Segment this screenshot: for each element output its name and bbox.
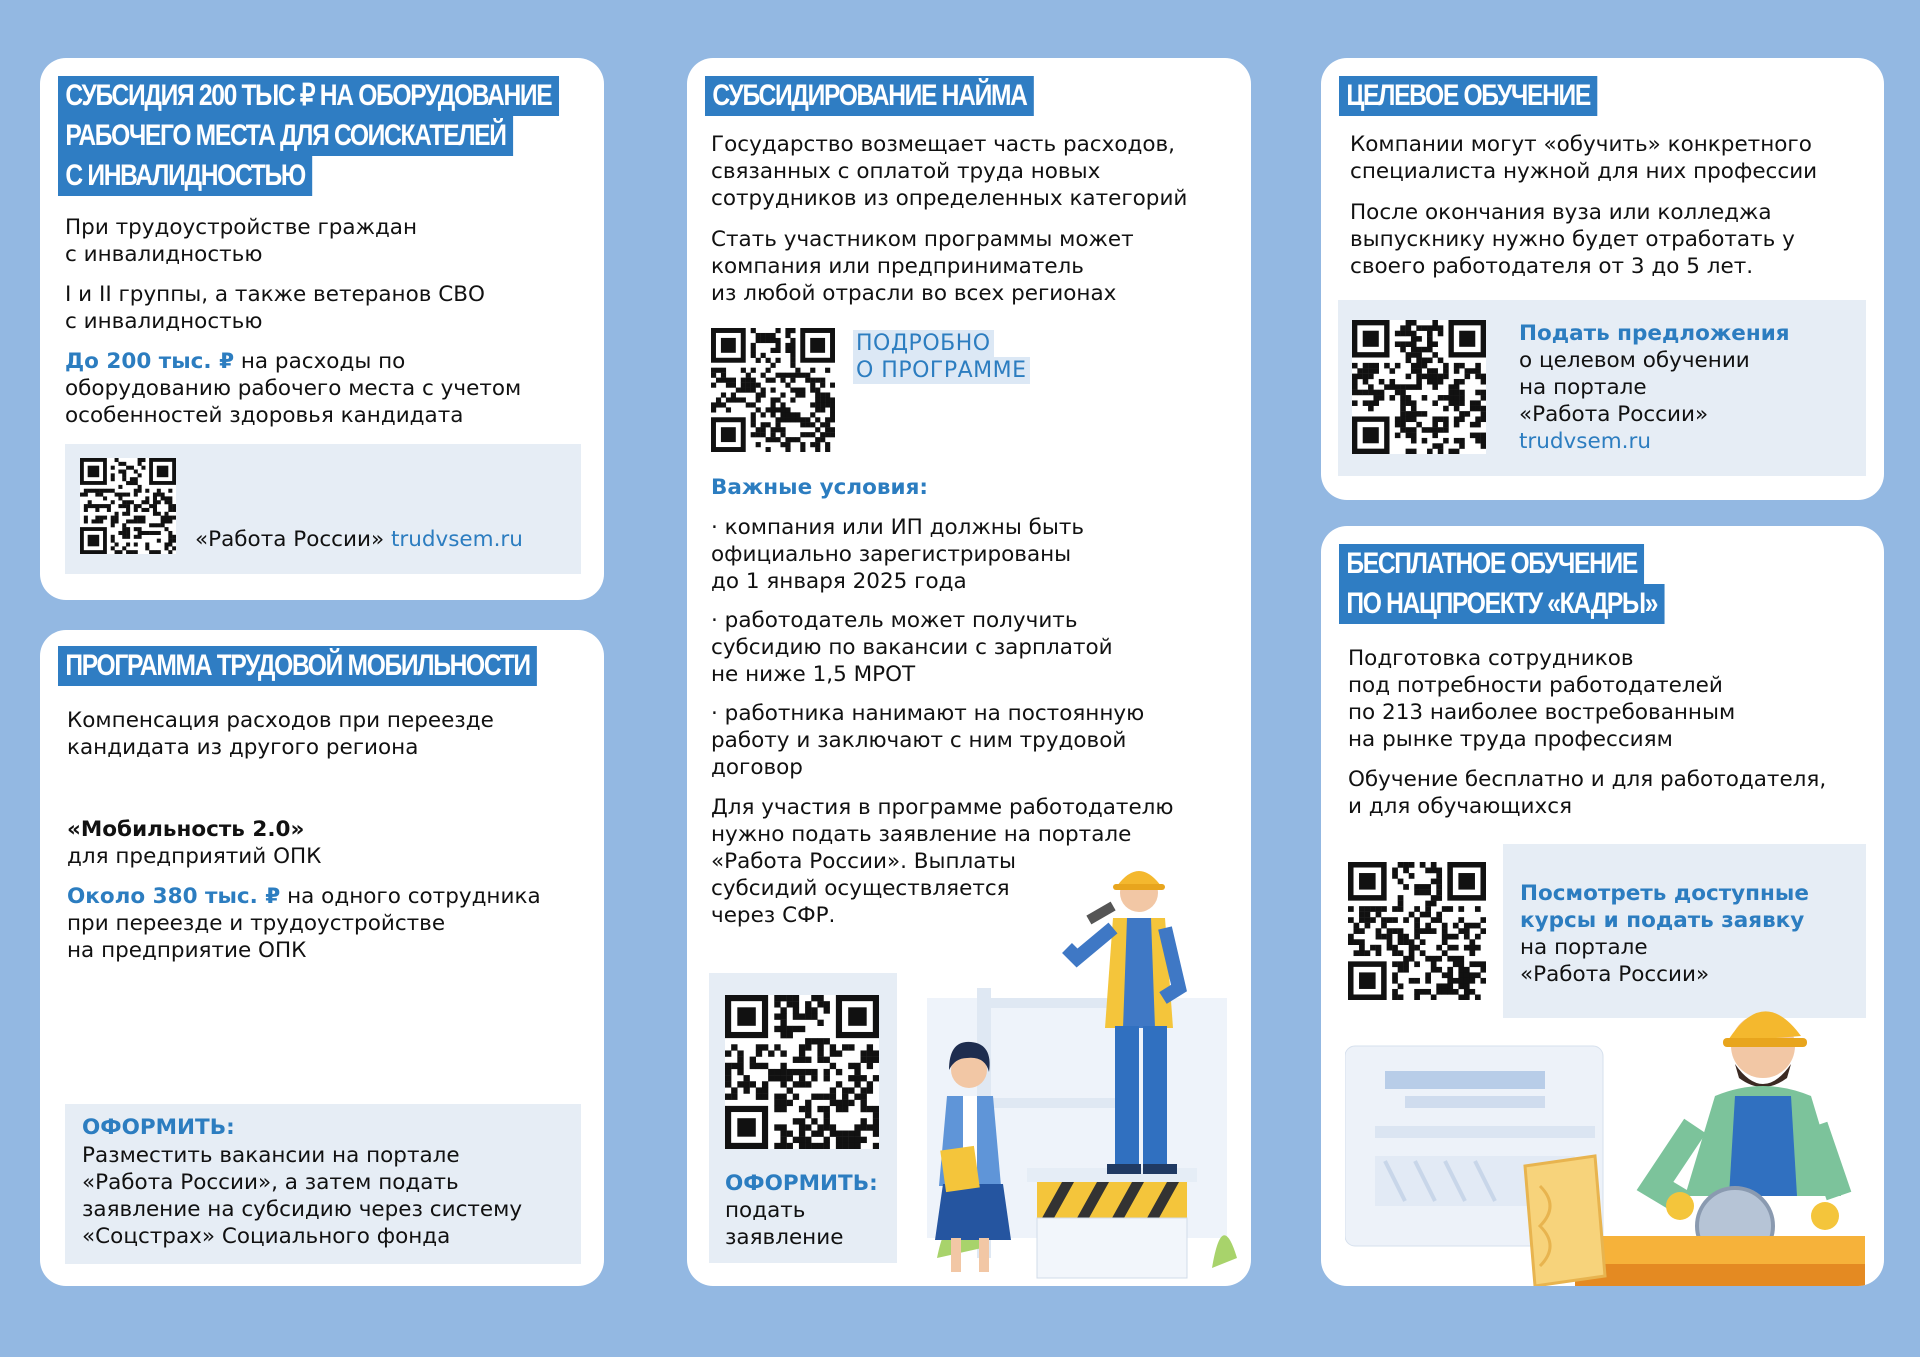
propose-link[interactable]: Подать предложения xyxy=(1519,321,1790,346)
text-p1: Компании могут «обучить» конкретного специалиста нужной для них профессии xyxy=(1350,132,1818,184)
card-hiring-subsidy xyxy=(687,58,1251,1286)
courses-link[interactable]: Посмотреть доступные курсы и подать заявку xyxy=(1520,881,1809,933)
workers-illustration xyxy=(917,838,1251,1286)
card-title xyxy=(58,76,669,196)
text-p3 xyxy=(67,883,541,964)
title-line: ПО НАЦПРОЕКТУ «КАДРЫ» xyxy=(1339,584,1665,624)
text-p3 xyxy=(65,348,521,429)
text-p2: Стать участником программы может компания или предприниматель из любой отрасли во всех регионах xyxy=(711,227,1134,306)
card-mobility-program xyxy=(40,630,604,1286)
condition-item: · компания или ИП должны быть официально зарегистрированы до 1 января 2025 года xyxy=(711,515,1085,594)
text-p1: Компенсация расходов при переезде кандидата из другого региона xyxy=(67,708,494,760)
text-p3-rest: на одного сотрудника при переезде и трудоустройстве на предприятие ОПК xyxy=(67,884,541,963)
program-name: «Мобильность 2.0» xyxy=(67,817,305,842)
card-title xyxy=(1339,76,1654,116)
card-title xyxy=(705,76,1106,116)
propose-text: о целевом обучении на портале «Работа России» xyxy=(1519,348,1750,427)
qr-caption xyxy=(195,526,523,553)
card-free-training xyxy=(1321,526,1884,1286)
text-p1: Государство возмещает часть расходов, связанных с оплатой труда новых сотрудников из определенных категорий xyxy=(711,132,1188,211)
qr-code-icon[interactable] xyxy=(725,995,879,1149)
text-p2-rest: для предприятий ОПК xyxy=(67,844,322,869)
portal-label: «Работа России» xyxy=(195,527,391,552)
apply-text: Разместить вакансии на портале «Работа России», а затем подать заявление на субсидию через систему «Соцстрах» Социального фонда xyxy=(82,1143,523,1249)
courses-text: на портале «Работа России» xyxy=(1520,935,1710,987)
title-line: СУБСИДИРОВАНИЕ НАЙМА xyxy=(705,76,1034,116)
title-line: БЕСПЛАТНОЕ ОБУЧЕНИЕ xyxy=(1339,544,1644,584)
carpenter-illustration xyxy=(1345,986,1865,1286)
title-line: РАБОЧЕГО МЕСТА ДЛЯ СОИСКАТЕЛЕЙ xyxy=(58,116,513,156)
apply-panel xyxy=(65,1104,581,1264)
apply-title: ОФОРМИТЬ: xyxy=(82,1115,235,1140)
qr-code-icon[interactable] xyxy=(711,328,835,452)
text-p2 xyxy=(67,816,321,870)
card-title xyxy=(1339,544,1736,624)
highlight-amount: Около 380 тыс. ₽ xyxy=(67,884,281,909)
title-line: ПРОГРАММА ТРУДОВОЙ МОБИЛЬНОСТИ xyxy=(58,646,537,686)
highlight-amount: До 200 тыс. ₽ xyxy=(65,349,235,374)
condition-item: · работодатель может получить субсидию по вакансии с зарплатой не ниже 1,5 МРОТ xyxy=(711,608,1113,687)
conditions-title: Важные условия: xyxy=(711,475,929,500)
qr-code-icon[interactable] xyxy=(1348,862,1486,1000)
qr-panel xyxy=(65,444,581,574)
text-p3-rest: на расходы по оборудованию рабочего места с учетом особенностей здоровья кандидата xyxy=(65,349,522,428)
apply-text: подать заявление xyxy=(725,1198,844,1250)
text-p1: Подготовка сотрудников под потребности работодателей по 213 наиболее востребованным на рынке труда профессиям xyxy=(1348,646,1736,752)
title-line: СУБСИДИЯ 200 ТЫС ₽ НА ОБОРУДОВАНИЕ xyxy=(58,76,559,116)
text-p2: I и II группы, а также ветеранов СВО с инвалидностью xyxy=(65,282,485,334)
text-p2: После окончания вуза или колледжа выпускнику нужно будет отработать у своего работодателя от 3 до 5 лет. xyxy=(1350,200,1795,279)
text-p1: При трудоустройстве граждан с инвалидностью xyxy=(65,215,418,267)
more-line: О ПРОГРАММЕ xyxy=(853,357,1030,384)
title-line: ЦЕЛЕВОЕ ОБУЧЕНИЕ xyxy=(1339,76,1597,116)
more-about-program-link[interactable] xyxy=(853,330,1030,384)
title-line: С ИНВАЛИДНОСТЬЮ xyxy=(58,156,312,196)
more-line: ПОДРОБНО xyxy=(853,330,994,357)
card-targeted-training xyxy=(1321,58,1884,500)
qr-code-icon[interactable] xyxy=(1352,320,1486,454)
qr-code-icon[interactable] xyxy=(80,458,176,554)
portal-link[interactable]: trudvsem.ru xyxy=(1519,429,1651,454)
condition-item: · работника нанимают на постоянную работу и заключают с ним трудовой договор xyxy=(711,701,1145,780)
portal-link[interactable]: trudvsem.ru xyxy=(390,527,523,552)
apply-panel xyxy=(709,973,897,1263)
text-p3: Для участия в программе работодателю нужно подать заявление на портале «Работа России». Выплаты субсидий осуществляется через СФР. xyxy=(711,795,1174,928)
text-p2: Обучение бесплатно и для работодателя, и для обучающихся xyxy=(1348,767,1827,819)
apply-title: ОФОРМИТЬ: xyxy=(725,1171,878,1196)
card-disability-subsidy xyxy=(40,58,604,600)
qr-panel xyxy=(1338,300,1866,476)
card-title xyxy=(58,646,642,686)
